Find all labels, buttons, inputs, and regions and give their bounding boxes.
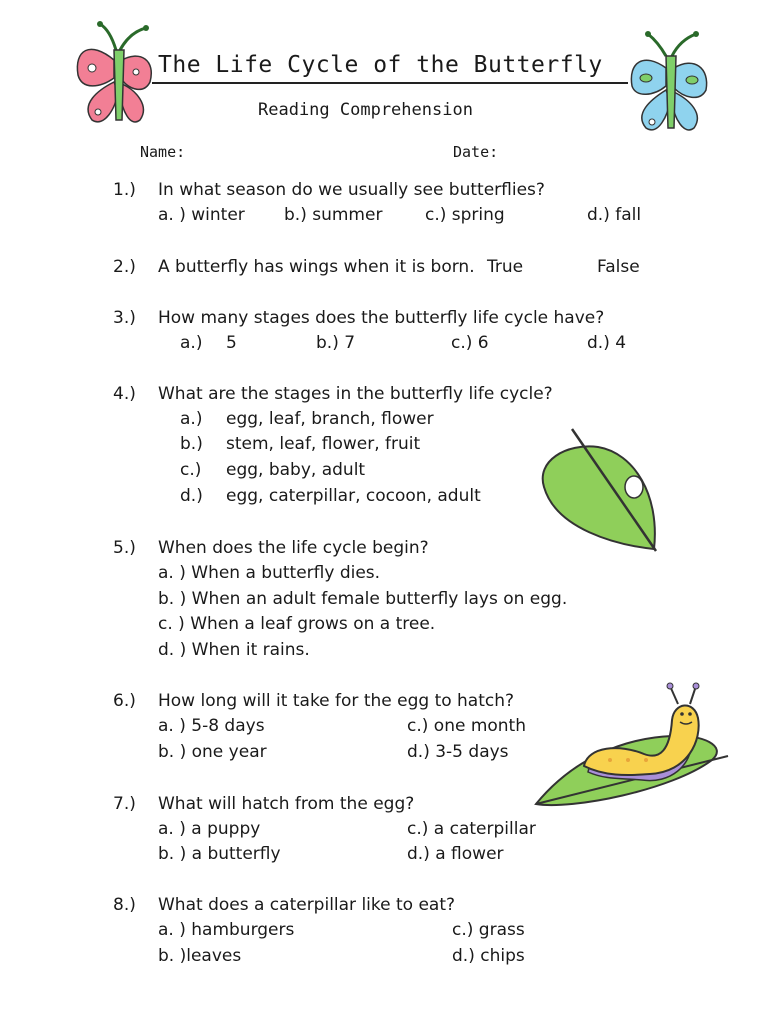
option-a-letter: a.) (180, 409, 203, 429)
question-text: How many stages does the butterfly life cycle have? (158, 308, 605, 328)
option-a-letter: a.) (180, 333, 203, 353)
leaf-icon (536, 425, 666, 555)
question-number: 5.) (113, 538, 136, 558)
name-label: Name: (140, 143, 186, 161)
option-d: d.) fall (587, 205, 642, 225)
option-a: a. ) When a butterfly dies. (158, 563, 381, 583)
question-text: How long will it take for the egg to hatch? (158, 691, 515, 711)
question-text: A butterfly has wings when it is born. (158, 257, 475, 277)
option-b-text: stem, leaf, flower, fruit (226, 434, 421, 454)
option-b: b. ) a butterfly (158, 844, 281, 864)
option-b: b.) summer (284, 205, 383, 225)
option-d: d.) 4 (587, 333, 627, 353)
option-d: d.) a flower (407, 844, 504, 864)
question-number: 6.) (113, 691, 136, 711)
question-number: 1.) (113, 180, 136, 200)
option-c: c.) a caterpillar (407, 819, 536, 839)
question-text: What are the stages in the butterfly life cycle? (158, 384, 553, 404)
page-subtitle: Reading Comprehension (258, 100, 473, 120)
option-a-text: egg, leaf, branch, flower (226, 409, 434, 429)
option-b-letter: b.) (180, 434, 203, 454)
option-d-text: egg, caterpillar, cocoon, adult (226, 486, 481, 506)
option-true: True (487, 257, 524, 277)
caterpillar-on-leaf-icon (532, 680, 732, 820)
question-number: 7.) (113, 794, 136, 814)
option-d: d.) chips (452, 946, 525, 966)
option-c: c.) 6 (451, 333, 489, 353)
option-c: c.) spring (425, 205, 505, 225)
option-c: c.) one month (407, 716, 526, 736)
question-text: What will hatch from the egg? (158, 794, 415, 814)
option-false: False (597, 257, 640, 277)
question-text: What does a caterpillar like to eat? (158, 895, 456, 915)
option-a: a. ) winter (158, 205, 245, 225)
option-c-letter: c.) (180, 460, 202, 480)
page-title: The Life Cycle of the Butterfly (158, 52, 603, 78)
option-c-text: egg, baby, adult (226, 460, 366, 480)
option-a: a. ) hamburgers (158, 920, 295, 940)
question-text: In what season do we usually see butterflies? (158, 180, 545, 200)
date-label: Date: (453, 143, 499, 161)
option-c: c. ) When a leaf grows on a tree. (158, 614, 436, 634)
question-text: When does the life cycle begin? (158, 538, 429, 558)
option-b: b. ) When an adult female butterfly lays on egg. (158, 589, 568, 609)
option-b: b.) 7 (316, 333, 356, 353)
blue-butterfly-icon (622, 28, 714, 138)
question-number: 8.) (113, 895, 136, 915)
option-b: b. ) one year (158, 742, 267, 762)
option-b: b. )leaves (158, 946, 242, 966)
option-d: d. ) When it rains. (158, 640, 310, 660)
option-d: d.) 3-5 days (407, 742, 509, 762)
option-a: a. ) a puppy (158, 819, 261, 839)
option-a-value: 5 (226, 333, 237, 353)
option-a: a. ) 5-8 days (158, 716, 265, 736)
question-number: 2.) (113, 257, 136, 277)
option-d-letter: d.) (180, 486, 203, 506)
question-number: 4.) (113, 384, 136, 404)
title-underline (152, 82, 628, 84)
option-c: c.) grass (452, 920, 525, 940)
pink-butterfly-icon (70, 20, 160, 130)
question-number: 3.) (113, 308, 136, 328)
